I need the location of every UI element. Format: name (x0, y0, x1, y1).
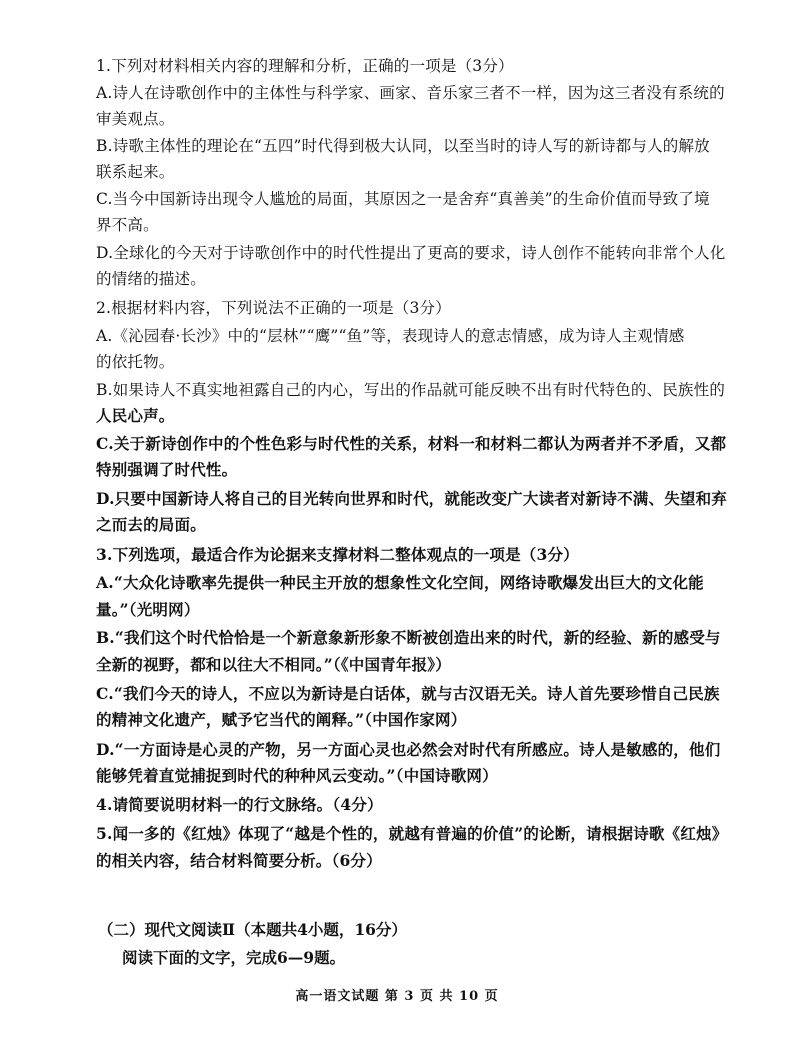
q1-option-d-line1: D.全球化的今天对于诗歌创作中的时代性提出了更高的要求，诗人创作不能转向非常个人化 (96, 244, 726, 262)
q3-option-c-line2: 的精神文化遗产，赋予它当代的阐释。”（中国作家网） (96, 710, 467, 729)
q2-option-a-line1: A.《沁园春·长沙》中的“层林”“鹰”“鱼”等，表现诗人的意志情感，成为诗人主观情感 (96, 327, 685, 345)
section-title: （二）现代文阅读Ⅱ（本题共4小题，16分） (98, 920, 407, 939)
q1-option-a-line2: 审美观点。 (96, 110, 175, 128)
q1-option-c-line1: C.当今中国新诗出现令人尴尬的局面，其原因之一是舍弃“真善美”的生命价值而导致了境 (96, 190, 710, 208)
q2-option-b-line1: B.如果诗人不真实地袒露自己的内心，写出的作品就可能反映不出有时代特色的、民族性的 (96, 381, 726, 399)
page-footer: 高一语文试题 第 3 页 共 10 页 (295, 989, 499, 1004)
q1-option-b-line1: B.诗歌主体性的理论在“五四”时代得到极大认同，以至当时的诗人写的新诗都与人的解放 (96, 137, 710, 155)
q1-option-a-line1: A.诗人在诗歌创作中的主体性与科学家、画家、音乐家三者不一样，因为这三者没有系统的 (96, 84, 725, 102)
q1-option-b-line2: 联系起来。 (96, 163, 175, 181)
q2-option-c-line2: 特别强调了时代性。 (96, 460, 238, 479)
section-instruction: 阅读下面的文字，完成6—9题。 (122, 948, 346, 967)
q2-option-a-line2: 的依托物。 (96, 353, 175, 371)
q3-option-b-line2: 全新的视野，都和以往大不相同。”（《中国青年报》） (96, 655, 451, 674)
q3-option-a-line2: 量。”（光明网） (96, 600, 200, 619)
q5-stem-line2: 的相关内容，结合材料简要分析。（6分） (96, 851, 382, 870)
q3-option-c-line1: C.“我们今天的诗人，不应以为新诗是白话体，就与古汉语无关。诗人首先要珍惜自己民族 (96, 684, 720, 703)
q1-option-d-line2: 的情绪的描述。 (96, 270, 206, 288)
q3-stem: 3.下列选项，最适合作为论据来支撑材料二整体观点的一项是（3分） (96, 545, 579, 564)
q1-stem: 1.下列对材料相关内容的理解和分析，正确的一项是（3分） (96, 57, 514, 75)
q5-stem-line1: 5.闻一多的《红烛》体现了“越是个性的，就越有普遍的价值”的论断，请根据诗歌《红烛》 (96, 824, 728, 843)
q2-option-b-line2: 人民心声。 (96, 406, 175, 425)
q2-option-c-line1: C.关于新诗创作中的个性色彩与时代性的关系，材料一和材料二都认为两者并不矛盾，又都 (96, 434, 727, 453)
q3-option-d-line2: 能够凭着直觉捕捉到时代的种种风云变动。”（中国诗歌网） (96, 766, 498, 785)
q1-option-c-line2: 界不高。 (96, 216, 159, 234)
q3-option-a-line1: A.“大众化诗歌率先提供一种民主开放的想象性文化空间，网络诗歌爆发出巨大的文化能 (96, 573, 704, 592)
q4-stem: 4.请简要说明材料一的行文脉络。（4分） (96, 795, 383, 814)
q2-option-d-line2: 之而去的局面。 (96, 515, 206, 534)
q3-option-b-line1: B.“我们这个时代恰恰是一个新意象新形象不断被创造出来的时代，新的经验、新的感受与 (96, 628, 721, 647)
q2-stem: 2.根据材料内容，下列说法不正确的一项是（3分） (96, 299, 451, 317)
q3-option-d-line1: D.“一方面诗是心灵的产物，另一方面心灵也必然会对时代有所感应。诗人是敏感的，他们 (96, 740, 721, 759)
q2-option-d-line1: D.只要中国新诗人将自己的目光转向世界和时代，就能改变广大读者对新诗不满、失望和弃 (96, 489, 727, 508)
